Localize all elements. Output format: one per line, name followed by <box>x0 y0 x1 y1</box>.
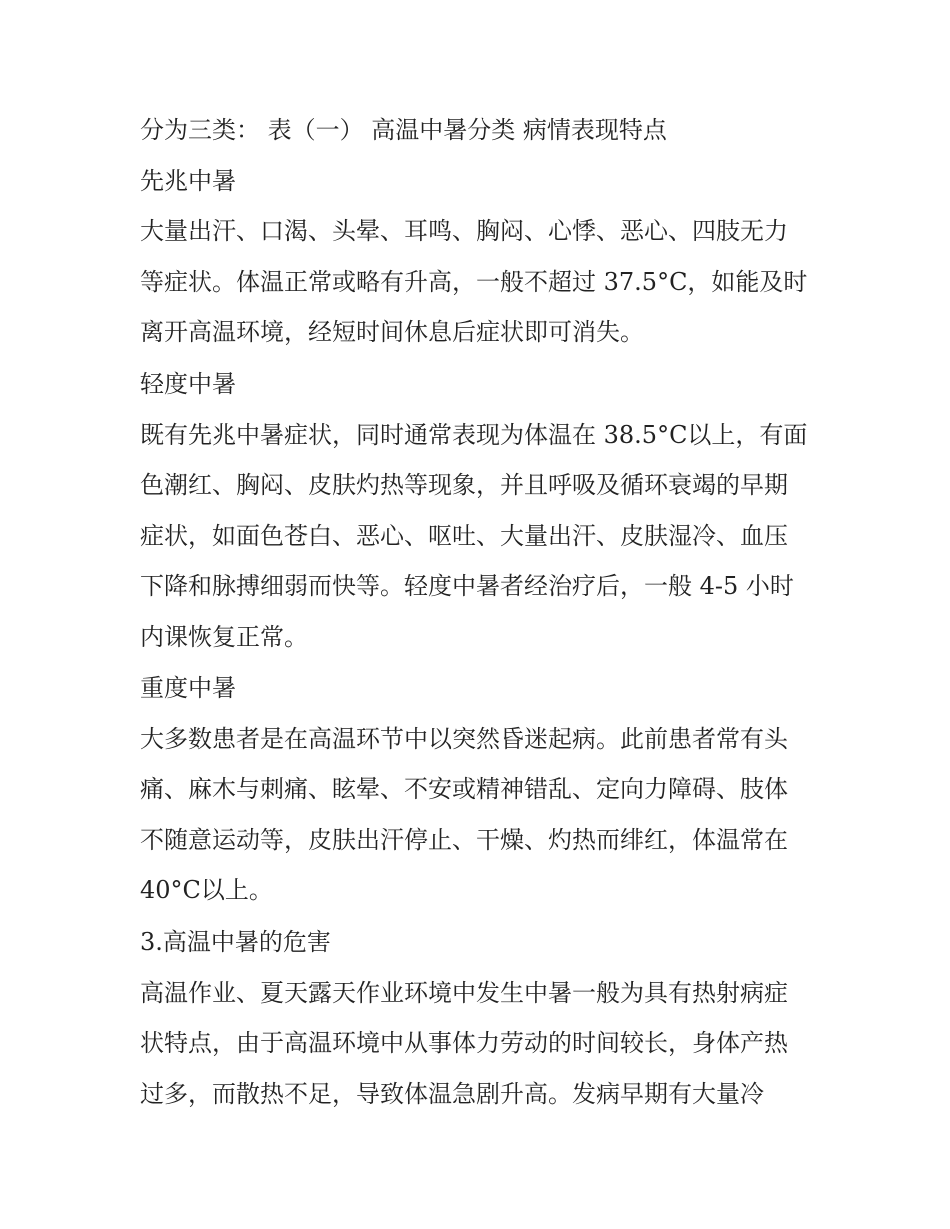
section-title-mild-heatstroke: 轻度中暑 <box>140 370 236 398</box>
section-title-hazards: 3.高温中暑的危害 <box>140 928 331 956</box>
paragraph-line: 不随意运动等，皮肤出汗停止、干燥、灼热而绯红，体温常在 <box>140 826 788 854</box>
paragraph-line: 色潮红、胸闷、皮肤灼热等现象，并且呼吸及循环衰竭的早期 <box>140 471 788 499</box>
paragraph-line: 既有先兆中暑症状，同时通常表现为体温在 38.5°C以上，有面 <box>140 421 808 449</box>
paragraph-line: 大多数患者是在高温环节中以突然昏迷起病。此前患者常有头 <box>140 725 788 753</box>
paragraph-line: 过多，而散热不足，导致体温急剧升高。发病早期有大量冷 <box>140 1080 764 1108</box>
paragraph-line: 下降和脉搏细弱而快等。轻度中暑者经治疗后，一般 4-5 小时 <box>140 572 794 600</box>
paragraph-line: 高温作业、夏天露天作业环境中发生中暑一般为具有热射病症 <box>140 979 788 1007</box>
heading-classification: 分为三类： 表（一） 高温中暑分类 病情表现特点 <box>140 116 667 144</box>
section-title-severe-heatstroke: 重度中暑 <box>140 674 236 702</box>
paragraph-line: 症状，如面色苍白、恶心、呕吐、大量出汗、皮肤湿冷、血压 <box>140 522 788 550</box>
paragraph-line: 离开高温环境，经短时间休息后症状即可消失。 <box>140 318 644 346</box>
paragraph-line: 痛、麻木与刺痛、眩晕、不安或精神错乱、定向力障碍、肢体 <box>140 775 788 803</box>
paragraph-line: 等症状。体温正常或略有升高，一般不超过 37.5°C，如能及时 <box>140 268 808 296</box>
paragraph-line: 大量出汗、口渴、头晕、耳鸣、胸闷、心悸、恶心、四肢无力 <box>140 217 788 245</box>
paragraph-line: 内课恢复正常。 <box>140 623 308 651</box>
section-title-precursor-heatstroke: 先兆中暑 <box>140 167 236 195</box>
paragraph-line: 40°C以上。 <box>140 876 273 904</box>
paragraph-line: 状特点，由于高温环境中从事体力劳动的时间较长，身体产热 <box>140 1029 788 1057</box>
